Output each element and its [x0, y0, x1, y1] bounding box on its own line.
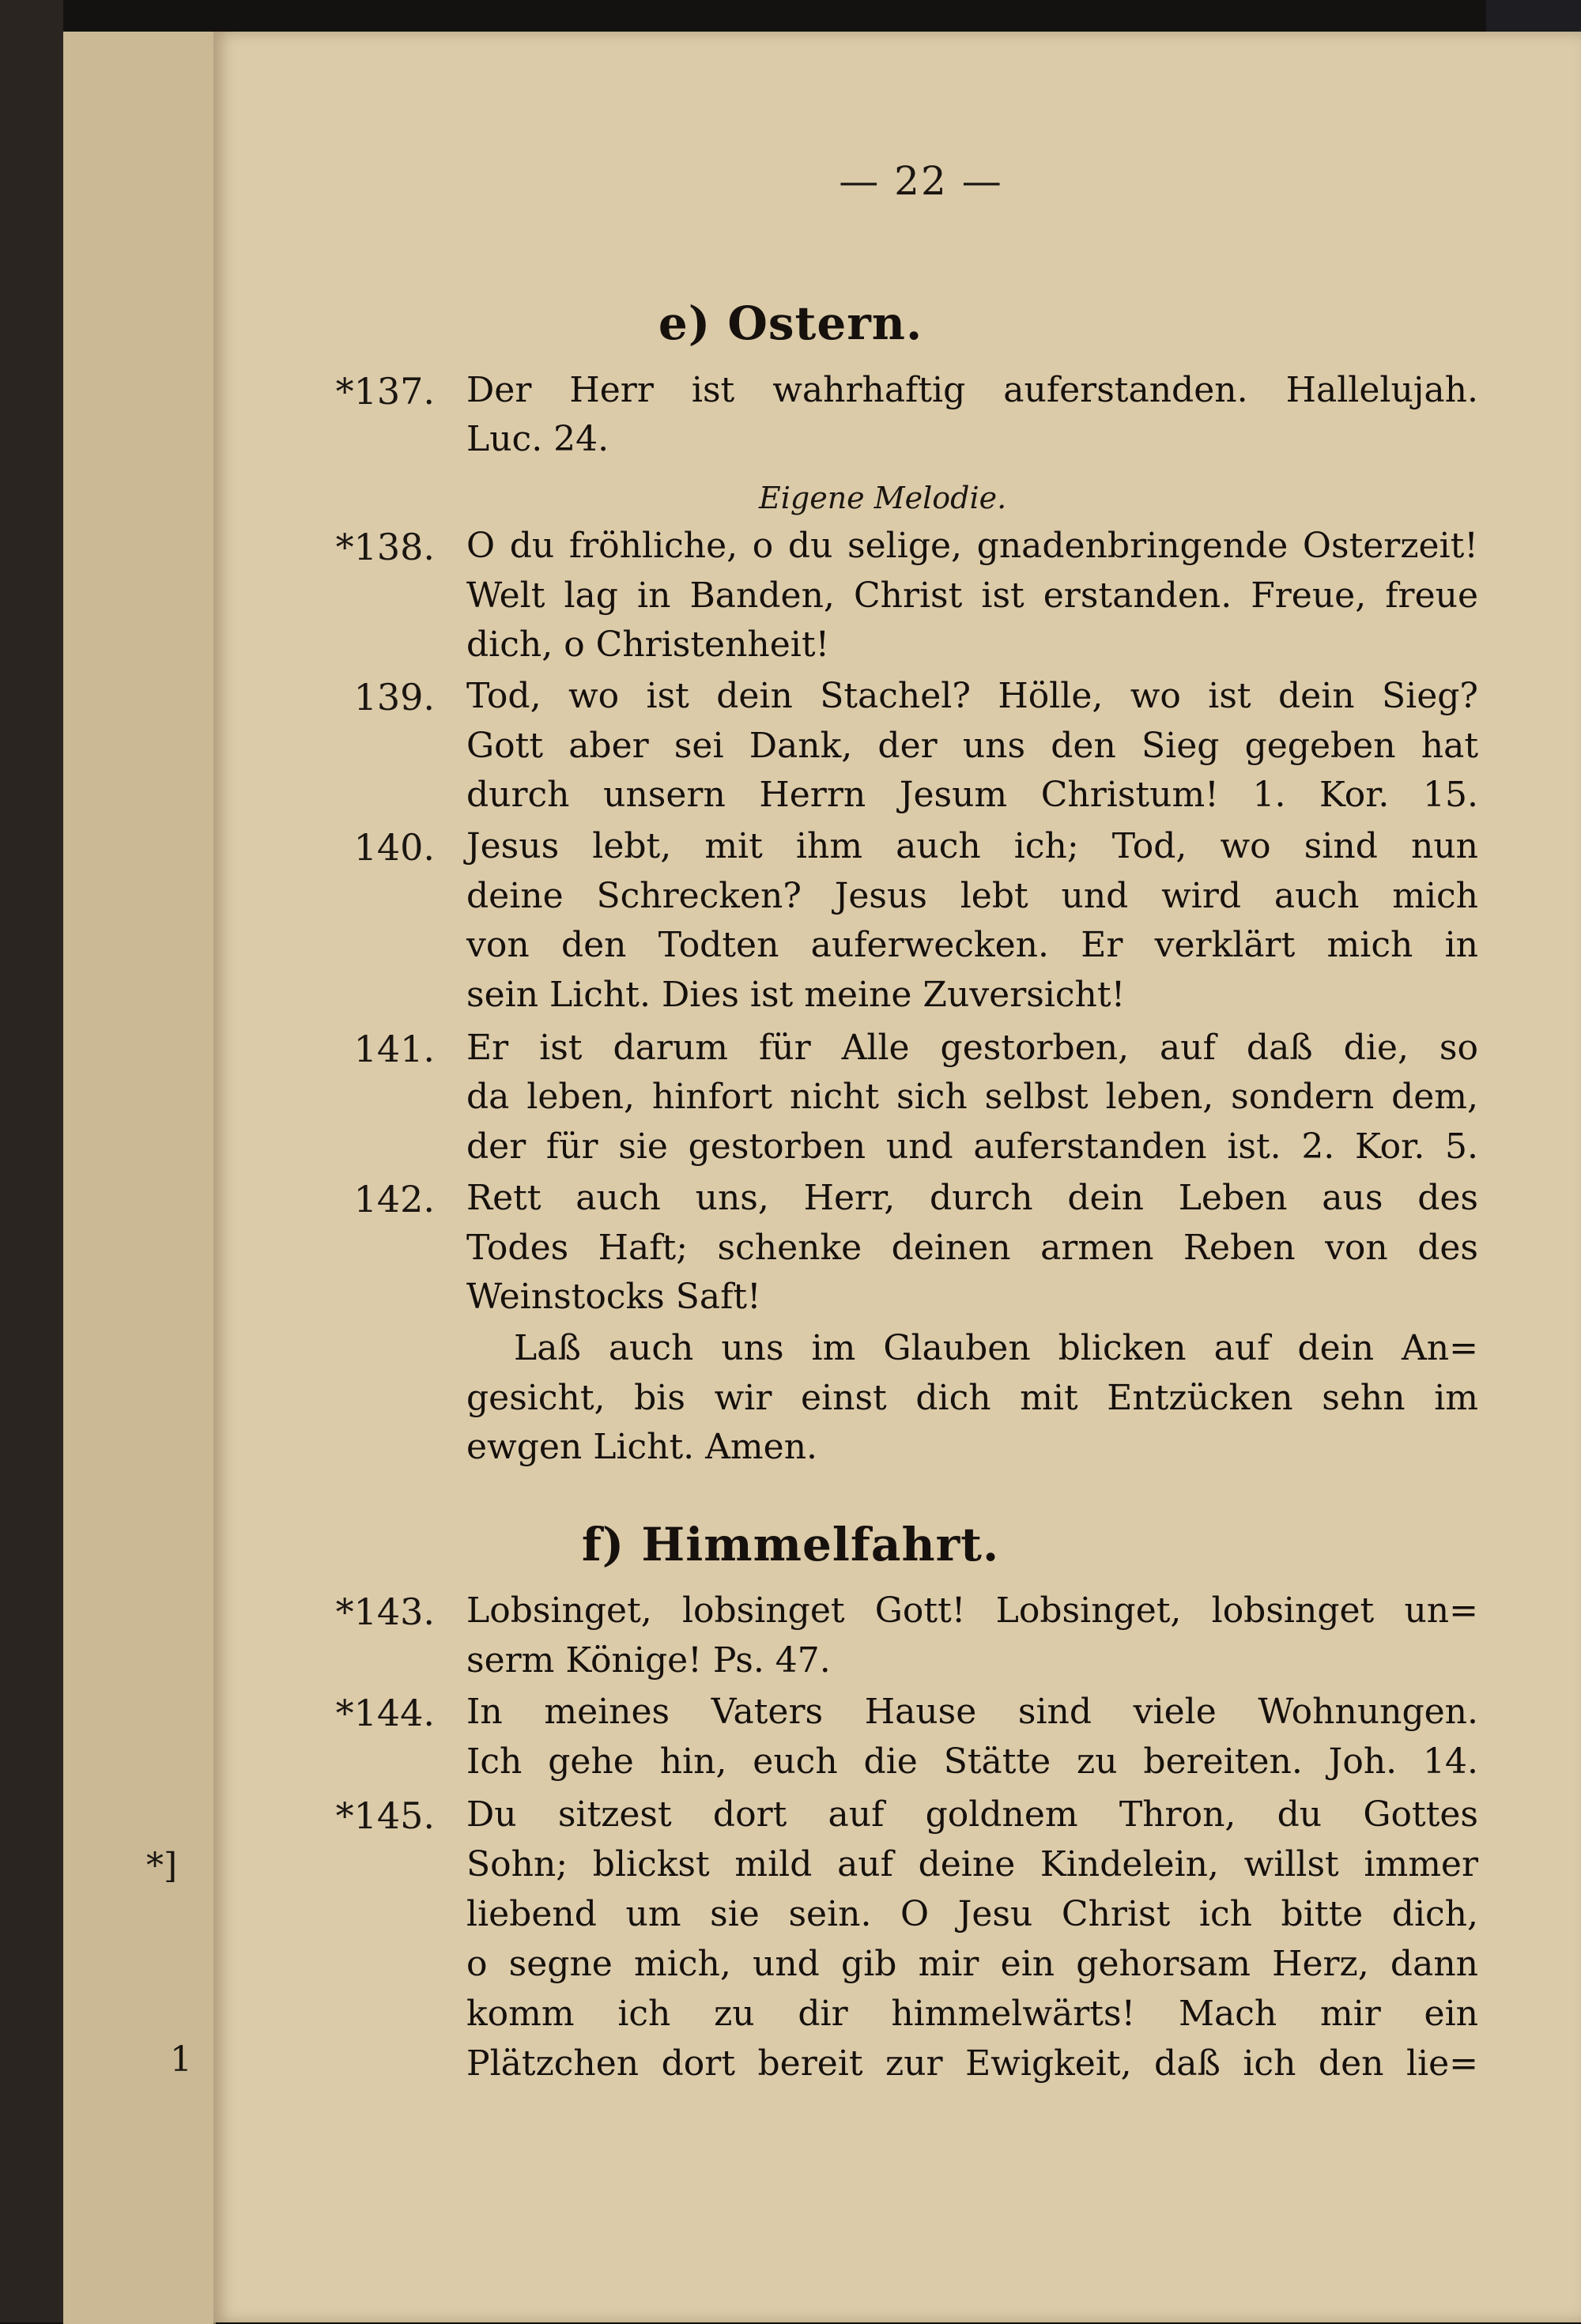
text-line: Lobsinget, lobsinget Gott! Lobsinget, lobsinget un= [466, 1590, 1478, 1631]
entry-number: *144. [335, 1692, 435, 1734]
entry-number: 140. [353, 826, 435, 869]
text-line: Plätzchen dort bereit zur Ewigkeit, daß ich den lie= [466, 2043, 1478, 2084]
text-line: deine Schrecken? Jesus lebt und wird auch mich [466, 876, 1478, 916]
text-line: Er ist darum für Alle gestorben, auf daß die, so [466, 1028, 1478, 1068]
entry-number: *137. [335, 370, 435, 413]
page-number: — 22 — [839, 158, 1003, 204]
text-line: komm ich zu dir himmelwärts! Mach mir ein [466, 1994, 1478, 2034]
text-line: In meines Vaters Hause sind viele Wohnungen. [466, 1692, 1478, 1732]
entry-number: 139. [353, 676, 435, 719]
text-line: Rett auch uns, Herr, durch dein Leben aus des [466, 1178, 1478, 1218]
entry-number: *138. [335, 526, 435, 568]
text-line: Ich gehe hin, euch die Stätte zu bereiten. Joh. 14. [466, 1741, 1478, 1782]
entry-number: 142. [353, 1178, 435, 1220]
text-line: liebend um sie sein. O Jesu Christ ich bitte dich, [466, 1894, 1478, 1934]
text-line: da leben, hinfort nicht sich selbst leben, sondern dem, [466, 1077, 1478, 1117]
text-line: der für sie gestorben und auferstanden ist. 2. Kor. 5. [466, 1126, 1478, 1167]
page-edge-strip [95, 32, 129, 2324]
text-line: dich, o Christenheit! [466, 624, 830, 665]
text-line: Der Herr ist wahrhaftig auferstanden. Hallelujah. [466, 370, 1478, 410]
text-line: gesicht, bis wir einst dich mit Entzücken sehn im [466, 1378, 1478, 1418]
text-line: O du fröhliche, o du selige, gnadenbringende Osterzeit! [466, 526, 1478, 566]
text-line: Weinstocks Saft! [466, 1277, 761, 1317]
text-line: Laß auch uns im Glauben blicken auf dein An= [514, 1328, 1478, 1368]
text-line: Sohn; blickst mild auf deine Kindelein, willst immer [466, 1844, 1478, 1884]
page-edge-strip [166, 32, 216, 2324]
text-line: durch unsern Herrn Jesum Christum! 1. Kor. 15. [466, 775, 1478, 815]
entry-number: *145. [335, 1794, 435, 1837]
text-line: Todes Haft; schenke deinen armen Reben von des [466, 1228, 1478, 1268]
page-edge-strip [126, 32, 168, 2324]
section-heading-easter: e) Ostern. [658, 296, 923, 350]
section-heading-ascension: f) Himmelfahrt. [581, 1518, 1000, 1571]
margin-mark: *] [146, 1846, 178, 1886]
text-line: Gott aber sei Dank, der uns den Sieg gegeben hat [466, 726, 1478, 766]
page-edge-strip [63, 32, 97, 2324]
text-line: sein Licht. Dies ist meine Zuversicht! [466, 975, 1126, 1015]
top-border [0, 0, 1581, 32]
entry-number: *143. [335, 1590, 435, 1633]
text-line: serm Könige! Ps. 47. [466, 1640, 831, 1681]
text-line: Tod, wo ist dein Stachel? Hölle, wo ist dein Sieg? [466, 676, 1478, 716]
text-line: Jesus lebt, mit ihm auch ich; Tod, wo sind nun [466, 826, 1478, 866]
text-line: von den Todten auferwecken. Er verklärt mich in [466, 925, 1478, 965]
text-line: o segne mich, und gib mir ein gehorsam Herz, dann [466, 1944, 1478, 1984]
text-line: Welt lag in Banden, Christ ist erstanden. Freue, freue [466, 575, 1478, 616]
melody-note: Eigene Melodie. [759, 481, 1007, 515]
entry-number: 141. [353, 1028, 435, 1070]
text-line: Du sitzest dort auf goldnem Thron, du Gottes [466, 1794, 1478, 1835]
text-line: ewgen Licht. Amen. [466, 1427, 818, 1467]
text-line: Luc. 24. [466, 419, 609, 459]
margin-mark: 1 [170, 2039, 192, 2080]
